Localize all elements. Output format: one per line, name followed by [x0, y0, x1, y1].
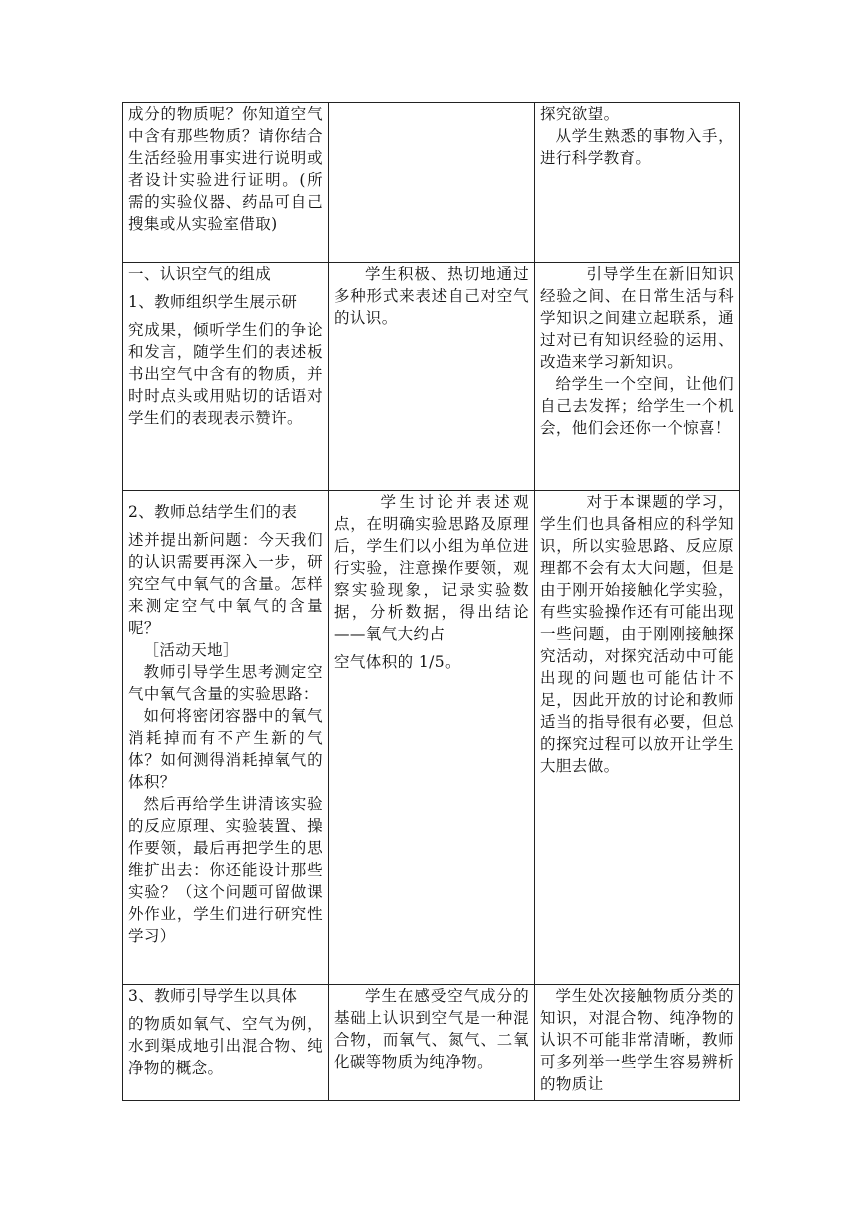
- intent-text: 引导学生在新旧知识经验之间、在日常生活与科学知识之间建立起联系，通过对已有知识经验的运用、改造来学习新知识。: [540, 265, 734, 371]
- student-text: 学生讨论并表述观点，在明确实验思路及原理后，学生们以小组为单位进行实验，注意操作要领，观察实验现象，记录实验数据，分析数据，得出结论——氧气大约占: [334, 493, 529, 643]
- student-activity-cell: [329, 263, 535, 491]
- intent-text: 对于本课题的学习，学生们也具备相应的科学知识，所以实验思路、反应原理都不会有太大问题，但是由于刚开始接触化学实验，有些实验操作还有可能出现一些问题，由于刚刚接触探究活动，对探究活动中可能出现的问题也可能估计不足，因此开放的讨论和教师适当的指导很有必要，但总的探究过程可以放开让学生大胆去做。: [540, 493, 734, 775]
- student-text: 学生在感受空气成分的基础上认识到空气是一种混合物，而氧气、氮气、二氧化碳等物质为纯净物。: [334, 987, 529, 1071]
- teacher-text: 教师引导学生思考测定空气中氧气含量的实验思路：: [128, 663, 323, 703]
- teacher-activity-cell: [123, 103, 329, 263]
- design-intent-cell: [535, 263, 740, 491]
- teacher-text: 然后再给学生讲清该实验的反应原理、实验装置、操作要领，最后再把学生的思维扩出去：你还能设计那些实验？（这个问题可留做课外作业，学生们进行研究性学习）: [128, 795, 323, 945]
- teacher-activity-cell: [123, 491, 329, 985]
- teacher-text: 究成果，倾听学生们的争论和发言，随学生们的表述板书出空气中含有的物质，并时时点头或用贴切的话语对学生们的表现表示赞许。: [128, 321, 323, 427]
- lesson-plan-table: [122, 102, 740, 1101]
- teacher-text: 成分的物质呢？你知道空气中含有那些物质？请你结合生活经验用事实进行说明或者设计实验进行证明。(所需的实验仪器、药品可自己搜集或从实验室借取): [128, 105, 323, 233]
- table-row: [123, 263, 740, 491]
- student-activity-cell: [329, 491, 535, 985]
- table-row: [123, 103, 740, 263]
- table-row: [123, 491, 740, 985]
- student-text: 学生积极、热切地通过多种形式来表述自己对空气的认识。: [334, 265, 529, 327]
- teacher-activity-cell: [123, 985, 329, 1101]
- teacher-text: 2、教师总结学生们的表: [128, 503, 298, 521]
- section-heading: 一、认识空气的组成: [128, 265, 272, 283]
- teacher-activity-cell: [123, 263, 329, 491]
- teacher-text: 3、教师引导学生以具体: [128, 987, 298, 1005]
- student-text: 空气体积的 1/5。: [334, 653, 461, 671]
- student-activity-cell: [329, 103, 535, 263]
- design-intent-cell: [535, 491, 740, 985]
- intent-text: 探究欲望。: [540, 105, 620, 123]
- intent-text: 从学生熟悉的事物入手，进行科学教育。: [540, 127, 734, 167]
- intent-text: 给学生一个空间，让他们自己去发挥；给学生一个机会，他们会还你一个惊喜！: [540, 375, 734, 437]
- intent-text: 学生处次接触物质分类的知识，对混合物、纯净物的认识不可能非常清晰，教师可多列举一些学生容易辨析的物质让: [540, 987, 734, 1093]
- activity-label: ［活动天地］: [143, 641, 239, 659]
- design-intent-cell: [535, 103, 740, 263]
- teacher-text: 的物质如氧气、空气为例，水到渠成地引出混合物、纯净物的概念。: [128, 1015, 323, 1077]
- table-row: [123, 985, 740, 1101]
- design-intent-cell: [535, 985, 740, 1101]
- teacher-text: 述并提出新问题：今天我们的认识需要再深入一步，研究空气中氧气的含量。怎样来测定空气中氧气的含量呢？: [128, 531, 323, 637]
- teacher-text: 1、教师组织学生展示研: [128, 293, 298, 311]
- student-activity-cell: [329, 985, 535, 1101]
- teacher-text: 如何将密闭容器中的氧气消耗掉而有不产生新的气体？如何测得消耗掉氧气的体积？: [128, 707, 323, 791]
